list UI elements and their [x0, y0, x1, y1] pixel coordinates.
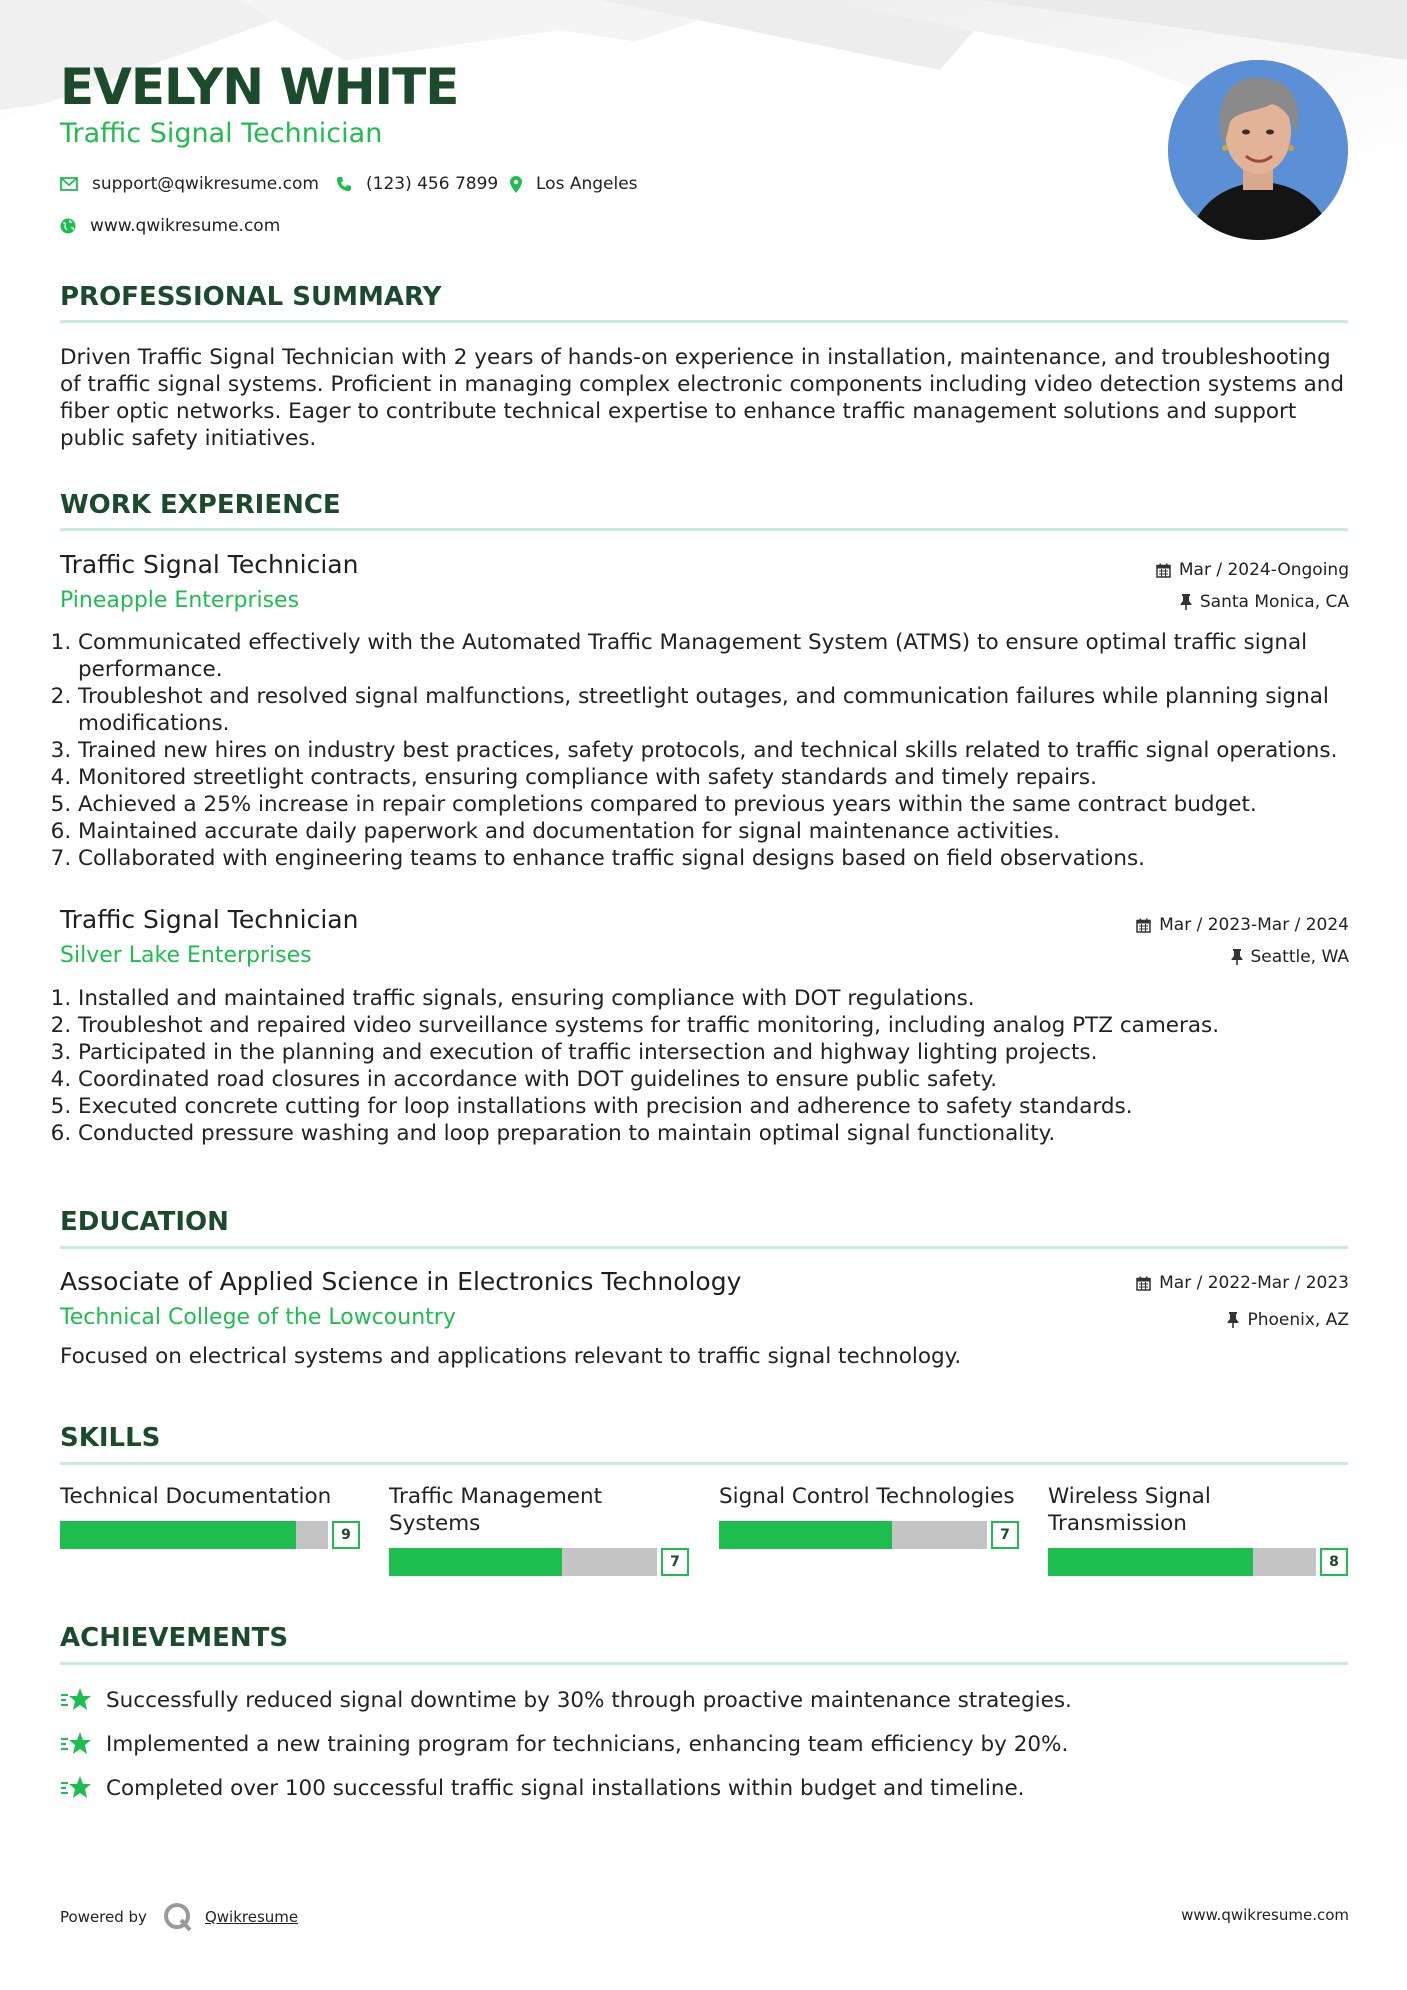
job-bullets — [60, 985, 1368, 1147]
list-item: 4. Monitored streetlight contracts, ensuring compliance with safety standards and timely repairs. — [78, 764, 1368, 791]
powered-by-label: Powered by — [60, 1908, 147, 1926]
person-portrait — [1168, 60, 1348, 240]
location-text: Los Angeles — [536, 174, 638, 194]
contact-phone[interactable] — [336, 173, 498, 195]
section-title-skills: SKILLS — [60, 1423, 161, 1453]
section-divider — [60, 1462, 1348, 1465]
skill-level-badge: 7 — [661, 1548, 689, 1576]
candidate-title: Traffic Signal Technician — [60, 118, 383, 149]
skill-level-badge: 9 — [332, 1521, 360, 1549]
map-pin-icon — [510, 176, 522, 193]
contact-email[interactable] — [60, 173, 319, 195]
skill-name: Wireless Signal Transmission — [1048, 1484, 1211, 1536]
job-dates-text: Mar / 2023-Mar / 2024 — [1159, 915, 1349, 935]
education-description: Focused on electrical systems and applications relevant to traffic signal technology. — [60, 1344, 962, 1369]
pushpin-icon — [1227, 1312, 1239, 1328]
skill-name: Technical Documentation — [60, 1484, 332, 1509]
list-item: 5. Achieved a 25% increase in repair completions compared to previous years within the same contract budget. — [78, 791, 1368, 818]
website-text: www.qwikresume.com — [90, 216, 281, 236]
email-text: support@qwikresume.com — [92, 174, 319, 194]
skill-bar-fill — [1048, 1548, 1253, 1576]
pushpin-icon — [1231, 949, 1243, 965]
list-item: 2. Troubleshot and resolved signal malfunctions, streetlight outages, and communication failures while planning signal modifications. — [78, 683, 1368, 737]
summary-text: Driven Traffic Signal Technician with 2 years of hands-on experience in installation, maintenance, and troubleshooting of traffic signal systems. Proficient in managing complex electronic components including video detection systems and fiber optic networks. Eager to contribute technical expertise to enhance traffic management solutions and support public safety initiatives. — [60, 345, 1345, 451]
skill-level-bar — [389, 1548, 689, 1576]
list-item: 3. Participated in the planning and execution of traffic intersection and highway lighting projects. — [78, 1039, 1368, 1066]
job-location-text: Seattle, WA — [1250, 947, 1349, 967]
job-dates-text: Mar / 2024-Ongoing — [1178, 560, 1349, 580]
job-company: Pineapple Enterprises — [60, 588, 300, 613]
job-bullets — [60, 629, 1368, 872]
job-company: Silver Lake Enterprises — [60, 943, 312, 968]
calendar-icon — [1136, 918, 1151, 933]
qwikresume-logo-icon — [163, 1902, 193, 1932]
job-dates — [1136, 915, 1349, 935]
list-item: 5. Executed concrete cutting for loop installations with precision and adherence to safety standards. — [78, 1093, 1368, 1120]
contact-location — [510, 173, 638, 195]
list-item: 7. Collaborated with engineering teams to enhance traffic signal designs based on field observations. — [78, 845, 1368, 872]
education-school: Technical College of the Lowcountry — [60, 1305, 456, 1330]
list-item: 1. Communicated effectively with the Automated Traffic Management System (ATMS) to ensure optimal traffic signal performance. — [78, 629, 1368, 683]
skill-name: Signal Control Technologies — [719, 1484, 1015, 1509]
skill-bar-fill — [719, 1521, 892, 1549]
job-role: Traffic Signal Technician — [60, 550, 359, 579]
brand-link[interactable]: Qwikresume — [204, 1908, 299, 1926]
achievement-item — [60, 1683, 1072, 1717]
skill-name: Traffic Management Systems — [389, 1484, 603, 1536]
calendar-icon — [1136, 1276, 1151, 1291]
skill-item — [1048, 1483, 1348, 1570]
skill-level-bar — [1048, 1548, 1348, 1576]
section-title-summary: PROFESSIONAL SUMMARY — [60, 282, 442, 312]
job-location-text: Santa Monica, CA — [1199, 592, 1349, 612]
job-dates — [1156, 560, 1349, 580]
achievement-item — [60, 1771, 1025, 1805]
star-icon — [60, 1730, 92, 1758]
achievement-text: Implemented a new training program for technicians, enhancing team efficiency by 20%. — [106, 1731, 1069, 1757]
star-icon — [60, 1686, 92, 1714]
skill-bar-fill — [60, 1521, 296, 1549]
education-dates-text: Mar / 2022-Mar / 2023 — [1159, 1273, 1349, 1293]
phone-icon — [336, 176, 352, 192]
section-divider — [60, 320, 1348, 323]
education-location — [1227, 1310, 1349, 1330]
list-item: 1. Installed and maintained traffic signals, ensuring compliance with DOT regulations. — [78, 985, 1368, 1012]
pushpin-icon — [1180, 594, 1192, 610]
skill-level-bar — [60, 1521, 360, 1549]
skill-item — [389, 1483, 689, 1570]
skill-item — [719, 1483, 1019, 1543]
section-title-achievements: ACHIEVEMENTS — [60, 1623, 289, 1653]
achievement-item — [60, 1727, 1068, 1761]
contact-website[interactable] — [60, 215, 280, 237]
skill-level-bar — [719, 1521, 1019, 1549]
section-title-experience: WORK EXPERIENCE — [60, 490, 341, 520]
education-dates — [1136, 1273, 1349, 1293]
calendar-icon — [1156, 563, 1171, 578]
job-location — [1180, 592, 1349, 612]
section-divider — [60, 528, 1348, 531]
skill-level-badge: 7 — [991, 1521, 1019, 1549]
phone-text: (123) 456 7899 — [366, 174, 499, 194]
globe-icon — [60, 218, 76, 234]
list-item: 3. Trained new hires on industry best practices, safety protocols, and technical skills related to traffic signal operations. — [78, 737, 1368, 764]
list-item: 6. Conducted pressure washing and loop preparation to maintain optimal signal functionality. — [78, 1120, 1368, 1147]
job-role: Traffic Signal Technician — [60, 905, 359, 934]
list-item: 2. Troubleshot and repaired video surveillance systems for traffic monitoring, including analog PTZ cameras. — [78, 1012, 1368, 1039]
star-icon — [60, 1774, 92, 1802]
envelope-icon — [60, 177, 78, 191]
list-item: 4. Coordinated road closures in accordance with DOT guidelines to ensure public safety. — [78, 1066, 1368, 1093]
section-title-education: EDUCATION — [60, 1207, 229, 1237]
section-divider — [60, 1246, 1348, 1249]
section-divider — [60, 1662, 1348, 1665]
profile-photo — [1168, 60, 1348, 240]
footer-website-link[interactable]: www.qwikresume.com — [1181, 1906, 1349, 1924]
achievement-text: Successfully reduced signal downtime by 30% through proactive maintenance strategies. — [106, 1687, 1072, 1713]
job-location — [1231, 947, 1350, 967]
skill-level-badge: 8 — [1320, 1548, 1348, 1576]
skill-item — [60, 1483, 360, 1543]
list-item: 6. Maintained accurate daily paperwork and documentation for signal maintenance activities. — [78, 818, 1368, 845]
education-location-text: Phoenix, AZ — [1247, 1310, 1349, 1330]
education-degree: Associate of Applied Science in Electronics Technology — [60, 1267, 742, 1296]
footer-powered-by — [60, 1902, 298, 1932]
candidate-name: EVELYN WHITE — [60, 58, 459, 116]
achievement-text: Completed over 100 successful traffic signal installations within budget and timeline. — [106, 1775, 1025, 1801]
skill-bar-fill — [389, 1548, 562, 1576]
